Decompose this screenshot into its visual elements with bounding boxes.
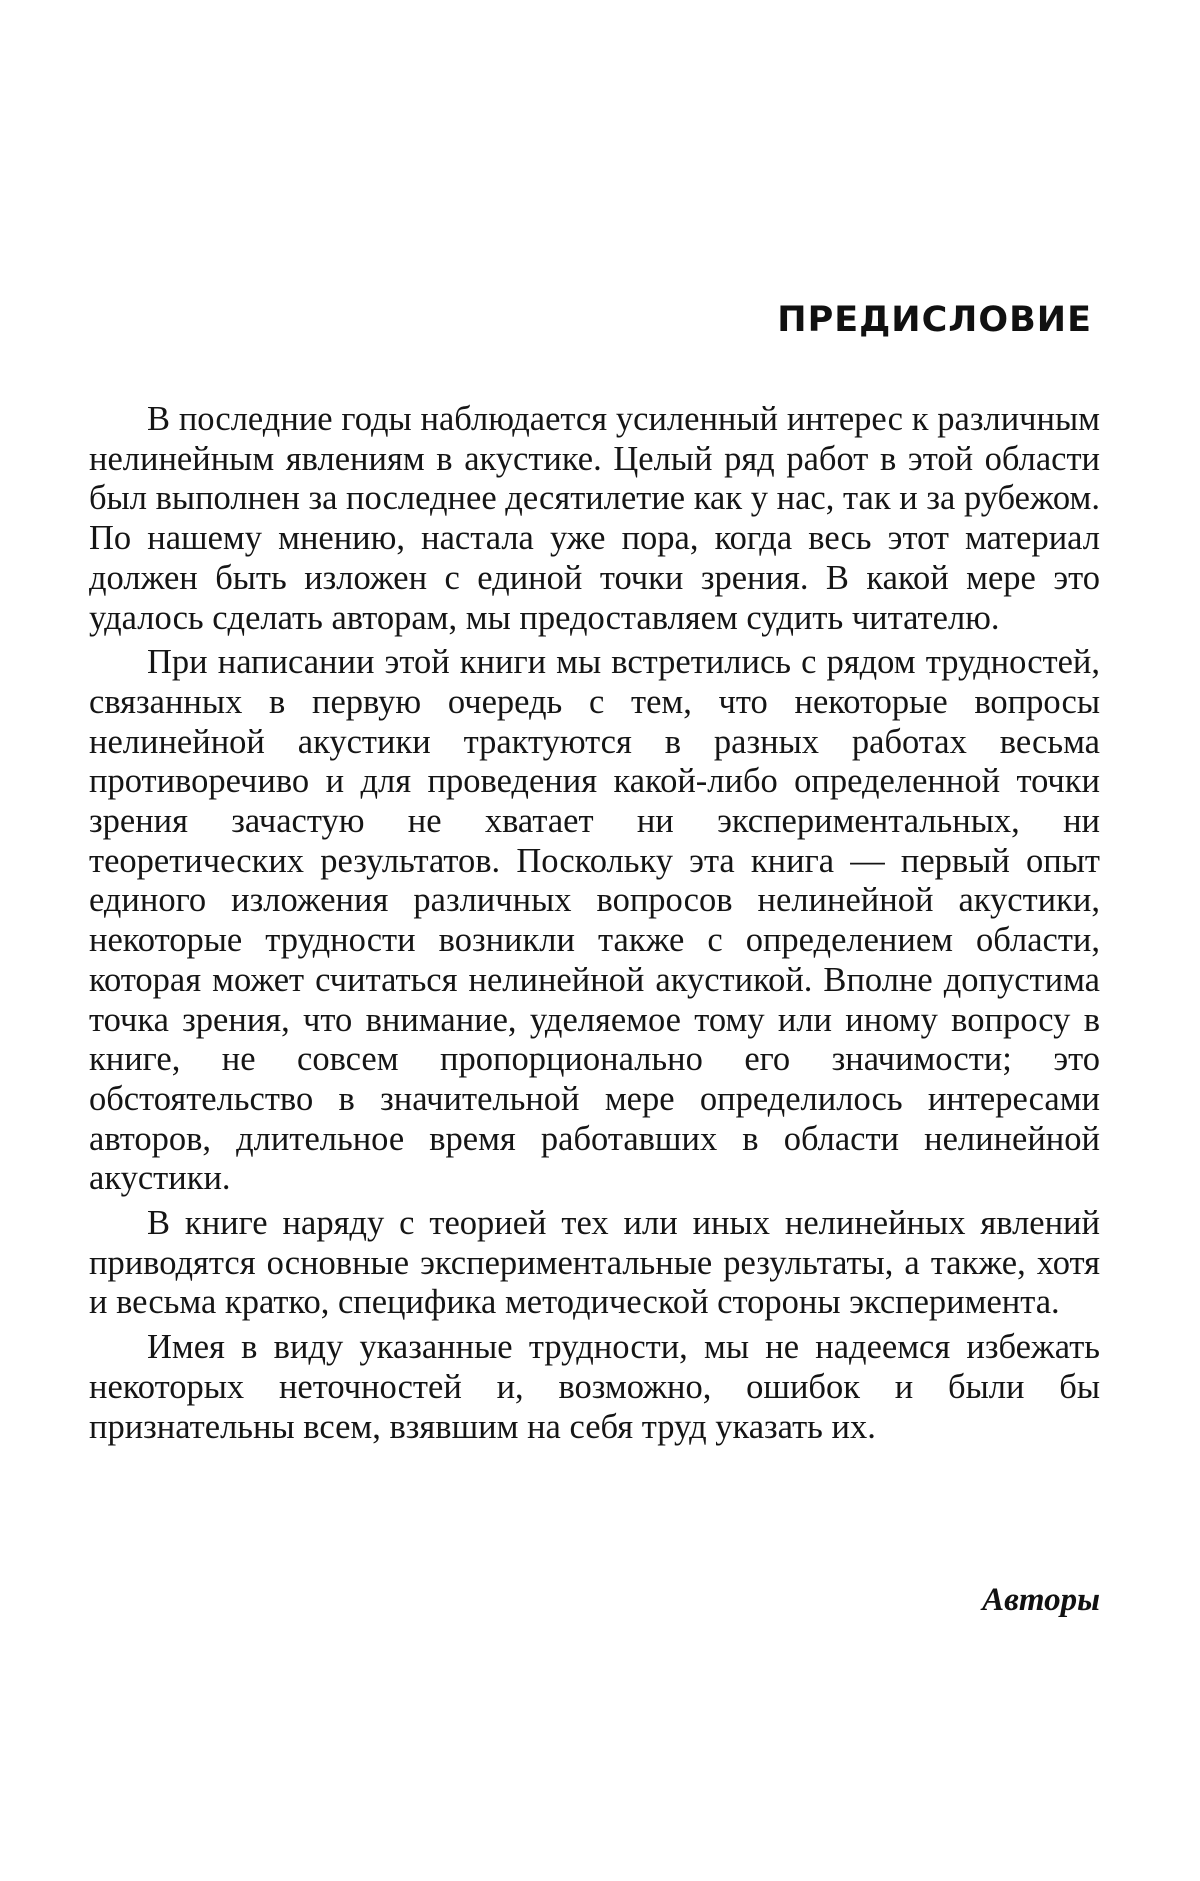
preface-paragraph-2: При написании этой книги мы встретились с рядом трудностей, связанных в первую очередь с тем, что некоторые вопросы нелинейной акустики трактуются в разных работах весьма противоречиво и для проведения какой-либо определенной точки зрения зачастую не хватает ни экспериментальных, ни теоретических результатов. Поскольку эта книга — первый опыт единого изложения различных вопросов нелинейной акустики, некоторые трудности возникли также с определением области, которая может считаться нелинейной акустикой. Вполне допустима точка зрения, что внимание, уделяемое тому или иному вопросу в книге, не совсем пропорционально его значимости; это обстоятельство в значительной мере определилось интересами авторов, длительное время работавших в области нелинейной акустики. — [89, 643, 1100, 1198]
page-heading: ПРЕДИСЛОВИЕ — [777, 300, 1092, 340]
preface-paragraph-1: В последние годы наблюдается усиленный интерес к различным нелинейным явлениям в акустике. Целый ряд работ в этой области был выполнен за последнее десятилетие как у нас, так и за рубежом. По нашему мнению, настала уже пора, когда весь этот материал должен быть изложен с единой точки зрения. В какой мере это удалось сделать авторам, мы предоставляем судить читателю. — [89, 400, 1100, 637]
preface-paragraph-4: Имея в виду указанные трудности, мы не надеемся избежать некоторых неточностей и, возможно, ошибок и были бы признательны всем, взявшим на себя труд указать их. — [89, 1328, 1100, 1446]
authors-signature: Авторы — [982, 1582, 1100, 1618]
preface-body — [89, 400, 1100, 1452]
preface-paragraph-3: В книге наряду с теорией тех или иных нелинейных явлений приводятся основные экспериментальные результаты, а также, хотя и весьма кратко, специфика методической стороны эксперимента. — [89, 1204, 1100, 1322]
